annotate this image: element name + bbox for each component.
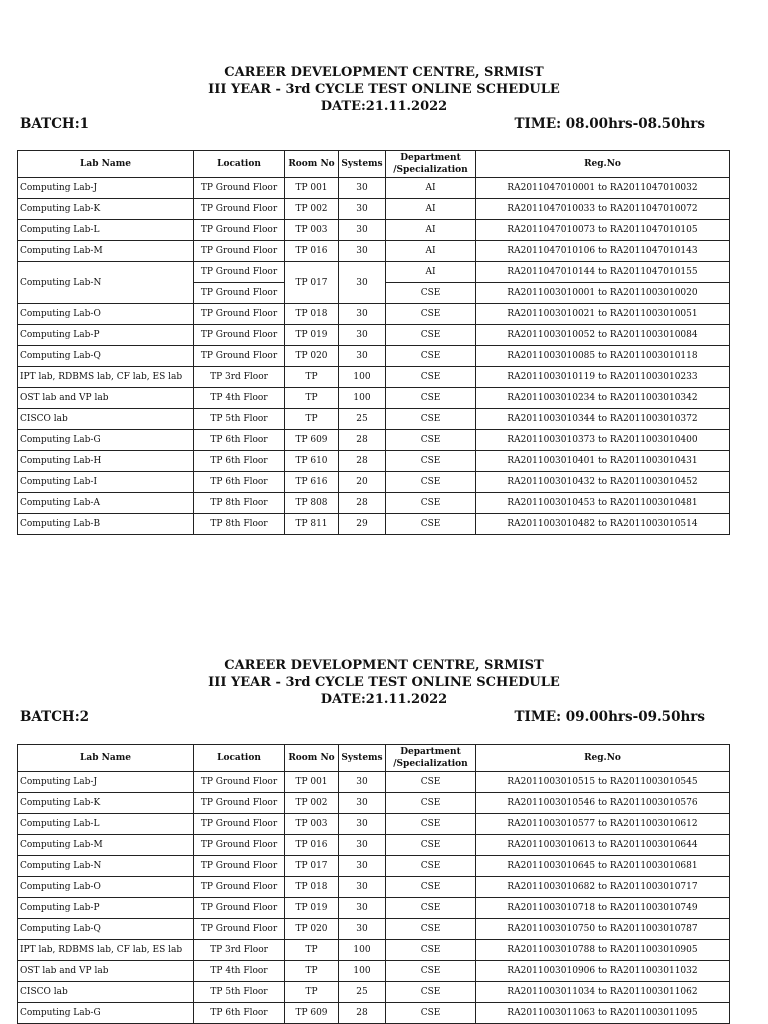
cell-systems: 100 bbox=[339, 940, 386, 961]
table-row bbox=[18, 241, 730, 262]
cell-systems: 30 bbox=[339, 793, 386, 814]
table-header-row bbox=[18, 151, 730, 178]
cell-room-no: TP 609 bbox=[285, 430, 339, 451]
table-row bbox=[18, 940, 730, 961]
cell-department: CSE bbox=[386, 325, 476, 346]
cell-lab-name: Computing Lab-P bbox=[18, 325, 194, 346]
header-lab-name: Lab Name bbox=[18, 745, 194, 772]
cell-department: CSE bbox=[386, 961, 476, 982]
cell-lab-name: Computing Lab-M bbox=[18, 241, 194, 262]
header-reg-no: Reg.No bbox=[476, 151, 730, 178]
cell-department: CSE bbox=[386, 346, 476, 367]
cell-department: CSE bbox=[386, 919, 476, 940]
header-location: Location bbox=[194, 151, 285, 178]
cell-room-no: TP 610 bbox=[285, 451, 339, 472]
cell-room-no: TP 002 bbox=[285, 793, 339, 814]
cell-systems: 30 bbox=[339, 877, 386, 898]
cell-lab-name: Computing Lab-N bbox=[18, 262, 194, 304]
cell-location: TP Ground Floor bbox=[194, 793, 285, 814]
cell-location: TP 5th Floor bbox=[194, 982, 285, 1003]
table-row bbox=[18, 304, 730, 325]
cell-reg-no: RA2011047010001 to RA2011047010032 bbox=[476, 178, 730, 199]
cell-reg-no: RA2011003010682 to RA2011003010717 bbox=[476, 877, 730, 898]
cell-location: TP Ground Floor bbox=[194, 283, 285, 304]
cell-room-no: TP 002 bbox=[285, 199, 339, 220]
cell-location: TP 6th Floor bbox=[194, 1003, 285, 1024]
table-row bbox=[18, 898, 730, 919]
cell-department: AI bbox=[386, 220, 476, 241]
cell-department: CSE bbox=[386, 898, 476, 919]
document-title bbox=[0, 64, 768, 115]
cell-location: TP Ground Floor bbox=[194, 772, 285, 793]
title-line-1: CAREER DEVELOPMENT CENTRE, SRMIST bbox=[224, 65, 544, 80]
cell-reg-no: RA2011047010106 to RA2011047010143 bbox=[476, 241, 730, 262]
document-title bbox=[0, 657, 768, 708]
cell-reg-no: RA2011003010085 to RA2011003010118 bbox=[476, 346, 730, 367]
table-row bbox=[18, 409, 730, 430]
title-line-2: III YEAR - 3rd CYCLE TEST ONLINE SCHEDULE bbox=[208, 82, 560, 97]
cell-reg-no: RA2011003010373 to RA2011003010400 bbox=[476, 430, 730, 451]
schedule-section-batch-1 bbox=[0, 64, 768, 544]
cell-department: AI bbox=[386, 241, 476, 262]
title-line-2: III YEAR - 3rd CYCLE TEST ONLINE SCHEDULE bbox=[208, 675, 560, 690]
cell-reg-no: RA2011003010718 to RA2011003010749 bbox=[476, 898, 730, 919]
table-row bbox=[18, 793, 730, 814]
table-row bbox=[18, 493, 730, 514]
cell-department: CSE bbox=[386, 814, 476, 835]
cell-location: TP 3rd Floor bbox=[194, 367, 285, 388]
cell-systems: 28 bbox=[339, 1003, 386, 1024]
cell-room-no: TP bbox=[285, 409, 339, 430]
cell-room-no: TP 020 bbox=[285, 919, 339, 940]
cell-room-no: TP 003 bbox=[285, 814, 339, 835]
cell-reg-no: RA2011003010546 to RA2011003010576 bbox=[476, 793, 730, 814]
schedule-table bbox=[17, 744, 730, 1024]
cell-department: CSE bbox=[386, 472, 476, 493]
cell-location: TP Ground Floor bbox=[194, 262, 285, 283]
cell-location: TP 6th Floor bbox=[194, 430, 285, 451]
batch-label: BATCH:2 bbox=[20, 709, 90, 725]
cell-lab-name: CISCO lab bbox=[18, 409, 194, 430]
cell-lab-name: IPT lab, RDBMS lab, CF lab, ES lab bbox=[18, 367, 194, 388]
cell-reg-no: RA2011003010613 to RA2011003010644 bbox=[476, 835, 730, 856]
table-row bbox=[18, 472, 730, 493]
header-reg-no: Reg.No bbox=[476, 745, 730, 772]
cell-reg-no: RA2011003010515 to RA2011003010545 bbox=[476, 772, 730, 793]
cell-room-no: TP 003 bbox=[285, 220, 339, 241]
cell-reg-no: RA2011047010073 to RA2011047010105 bbox=[476, 220, 730, 241]
cell-department: CSE bbox=[386, 367, 476, 388]
cell-room-no: TP 018 bbox=[285, 877, 339, 898]
cell-systems: 30 bbox=[339, 199, 386, 220]
cell-location: TP 4th Floor bbox=[194, 961, 285, 982]
cell-department: CSE bbox=[386, 835, 476, 856]
cell-location: TP 6th Floor bbox=[194, 451, 285, 472]
cell-systems: 30 bbox=[339, 835, 386, 856]
cell-lab-name: CISCO lab bbox=[18, 982, 194, 1003]
header-systems: Systems bbox=[339, 151, 386, 178]
cell-systems: 30 bbox=[339, 262, 386, 304]
cell-lab-name: Computing Lab-L bbox=[18, 220, 194, 241]
table-row bbox=[18, 814, 730, 835]
cell-department: AI bbox=[386, 178, 476, 199]
cell-location: TP 8th Floor bbox=[194, 514, 285, 535]
cell-reg-no: RA2011003010906 to RA2011003011032 bbox=[476, 961, 730, 982]
table-row bbox=[18, 877, 730, 898]
cell-location: TP Ground Floor bbox=[194, 241, 285, 262]
header-department: Department /Specialization bbox=[386, 745, 476, 772]
cell-lab-name: Computing Lab-K bbox=[18, 199, 194, 220]
cell-systems: 30 bbox=[339, 325, 386, 346]
title-line-3: DATE:21.11.2022 bbox=[320, 99, 448, 114]
cell-reg-no: RA2011003011063 to RA2011003011095 bbox=[476, 1003, 730, 1024]
cell-reg-no: RA2011003010577 to RA2011003010612 bbox=[476, 814, 730, 835]
cell-location: TP Ground Floor bbox=[194, 199, 285, 220]
table-row bbox=[18, 199, 730, 220]
cell-systems: 100 bbox=[339, 367, 386, 388]
cell-department: CSE bbox=[386, 772, 476, 793]
table-row bbox=[18, 856, 730, 877]
cell-room-no: TP 808 bbox=[285, 493, 339, 514]
cell-department: AI bbox=[386, 262, 476, 283]
cell-location: TP Ground Floor bbox=[194, 220, 285, 241]
cell-location: TP Ground Floor bbox=[194, 877, 285, 898]
header-location: Location bbox=[194, 745, 285, 772]
cell-room-no: TP 016 bbox=[285, 835, 339, 856]
cell-systems: 100 bbox=[339, 961, 386, 982]
cell-lab-name: Computing Lab-I bbox=[18, 472, 194, 493]
schedule-table bbox=[17, 150, 730, 535]
cell-systems: 28 bbox=[339, 430, 386, 451]
table-row bbox=[18, 514, 730, 535]
cell-systems: 28 bbox=[339, 493, 386, 514]
cell-department: CSE bbox=[386, 877, 476, 898]
cell-reg-no: RA2011003010750 to RA2011003010787 bbox=[476, 919, 730, 940]
cell-reg-no: RA2011003011034 to RA2011003011062 bbox=[476, 982, 730, 1003]
table-row bbox=[18, 367, 730, 388]
cell-location: TP Ground Floor bbox=[194, 835, 285, 856]
cell-lab-name: Computing Lab-M bbox=[18, 835, 194, 856]
cell-department: CSE bbox=[386, 1003, 476, 1024]
cell-lab-name: Computing Lab-Q bbox=[18, 919, 194, 940]
cell-location: TP 3rd Floor bbox=[194, 940, 285, 961]
cell-systems: 30 bbox=[339, 220, 386, 241]
cell-reg-no: RA2011003010052 to RA2011003010084 bbox=[476, 325, 730, 346]
cell-reg-no: RA2011003010645 to RA2011003010681 bbox=[476, 856, 730, 877]
cell-reg-no: RA2011003010788 to RA2011003010905 bbox=[476, 940, 730, 961]
cell-systems: 30 bbox=[339, 178, 386, 199]
table-header-row bbox=[18, 745, 730, 772]
header-room-no: Room No bbox=[285, 151, 339, 178]
title-line-1: CAREER DEVELOPMENT CENTRE, SRMIST bbox=[224, 658, 544, 673]
cell-department: CSE bbox=[386, 304, 476, 325]
cell-room-no: TP 018 bbox=[285, 304, 339, 325]
cell-lab-name: Computing Lab-H bbox=[18, 451, 194, 472]
header-systems: Systems bbox=[339, 745, 386, 772]
cell-location: TP Ground Floor bbox=[194, 325, 285, 346]
schedule-section-batch-2 bbox=[0, 657, 768, 1024]
cell-department: CSE bbox=[386, 451, 476, 472]
table-row bbox=[18, 982, 730, 1003]
cell-lab-name: Computing Lab-O bbox=[18, 304, 194, 325]
cell-lab-name: Computing Lab-G bbox=[18, 430, 194, 451]
table-row bbox=[18, 430, 730, 451]
cell-systems: 30 bbox=[339, 346, 386, 367]
cell-location: TP Ground Floor bbox=[194, 856, 285, 877]
cell-location: TP 5th Floor bbox=[194, 409, 285, 430]
table-row bbox=[18, 919, 730, 940]
table-row bbox=[18, 772, 730, 793]
cell-department: CSE bbox=[386, 982, 476, 1003]
table-row bbox=[18, 325, 730, 346]
cell-department: CSE bbox=[386, 283, 476, 304]
cell-lab-name: Computing Lab-K bbox=[18, 793, 194, 814]
cell-lab-name: Computing Lab-Q bbox=[18, 346, 194, 367]
cell-systems: 30 bbox=[339, 856, 386, 877]
table-row bbox=[18, 1003, 730, 1024]
cell-systems: 28 bbox=[339, 451, 386, 472]
cell-room-no: TP 811 bbox=[285, 514, 339, 535]
table-row bbox=[18, 388, 730, 409]
cell-department: CSE bbox=[386, 430, 476, 451]
cell-room-no: TP bbox=[285, 388, 339, 409]
time-label: TIME: 08.00hrs-08.50hrs bbox=[514, 116, 705, 132]
cell-lab-name: Computing Lab-L bbox=[18, 814, 194, 835]
cell-location: TP Ground Floor bbox=[194, 919, 285, 940]
cell-reg-no: RA2011003010344 to RA2011003010372 bbox=[476, 409, 730, 430]
cell-systems: 30 bbox=[339, 772, 386, 793]
cell-reg-no: RA2011003010119 to RA2011003010233 bbox=[476, 367, 730, 388]
time-label: TIME: 09.00hrs-09.50hrs bbox=[514, 709, 705, 725]
cell-location: TP 8th Floor bbox=[194, 493, 285, 514]
cell-systems: 30 bbox=[339, 304, 386, 325]
cell-systems: 30 bbox=[339, 814, 386, 835]
cell-room-no: TP bbox=[285, 940, 339, 961]
cell-room-no: TP 020 bbox=[285, 346, 339, 367]
cell-lab-name: Computing Lab-N bbox=[18, 856, 194, 877]
cell-room-no: TP 016 bbox=[285, 241, 339, 262]
cell-location: TP Ground Floor bbox=[194, 814, 285, 835]
cell-department: CSE bbox=[386, 514, 476, 535]
table-row bbox=[18, 961, 730, 982]
header-room-no: Room No bbox=[285, 745, 339, 772]
cell-systems: 30 bbox=[339, 919, 386, 940]
cell-department: CSE bbox=[386, 940, 476, 961]
cell-room-no: TP 017 bbox=[285, 856, 339, 877]
table-row bbox=[18, 262, 730, 283]
table-row bbox=[18, 178, 730, 199]
cell-reg-no: RA2011003010001 to RA2011003010020 bbox=[476, 283, 730, 304]
cell-room-no: TP bbox=[285, 367, 339, 388]
cell-reg-no: RA2011003010453 to RA2011003010481 bbox=[476, 493, 730, 514]
cell-room-no: TP 017 bbox=[285, 262, 339, 304]
cell-lab-name: OST lab and VP lab bbox=[18, 388, 194, 409]
cell-location: TP Ground Floor bbox=[194, 304, 285, 325]
title-line-3: DATE:21.11.2022 bbox=[320, 692, 448, 707]
cell-lab-name: Computing Lab-B bbox=[18, 514, 194, 535]
cell-room-no: TP bbox=[285, 982, 339, 1003]
cell-room-no: TP bbox=[285, 961, 339, 982]
cell-room-no: TP 609 bbox=[285, 1003, 339, 1024]
cell-reg-no: RA2011003010234 to RA2011003010342 bbox=[476, 388, 730, 409]
table-row bbox=[18, 220, 730, 241]
cell-room-no: TP 019 bbox=[285, 898, 339, 919]
cell-lab-name: Computing Lab-J bbox=[18, 772, 194, 793]
cell-lab-name: Computing Lab-P bbox=[18, 898, 194, 919]
cell-room-no: TP 616 bbox=[285, 472, 339, 493]
cell-reg-no: RA2011003010021 to RA2011003010051 bbox=[476, 304, 730, 325]
cell-location: TP 6th Floor bbox=[194, 472, 285, 493]
cell-systems: 30 bbox=[339, 241, 386, 262]
cell-lab-name: Computing Lab-G bbox=[18, 1003, 194, 1024]
cell-location: TP Ground Floor bbox=[194, 898, 285, 919]
cell-reg-no: RA2011003010482 to RA2011003010514 bbox=[476, 514, 730, 535]
cell-department: CSE bbox=[386, 793, 476, 814]
cell-reg-no: RA2011003010432 to RA2011003010452 bbox=[476, 472, 730, 493]
table-row bbox=[18, 835, 730, 856]
cell-department: AI bbox=[386, 199, 476, 220]
cell-department: CSE bbox=[386, 409, 476, 430]
cell-room-no: TP 019 bbox=[285, 325, 339, 346]
cell-lab-name: Computing Lab-O bbox=[18, 877, 194, 898]
cell-location: TP Ground Floor bbox=[194, 178, 285, 199]
cell-room-no: TP 001 bbox=[285, 772, 339, 793]
cell-reg-no: RA2011003010401 to RA2011003010431 bbox=[476, 451, 730, 472]
cell-reg-no: RA2011047010033 to RA2011047010072 bbox=[476, 199, 730, 220]
cell-systems: 20 bbox=[339, 472, 386, 493]
batch-label: BATCH:1 bbox=[20, 116, 90, 132]
cell-lab-name: OST lab and VP lab bbox=[18, 961, 194, 982]
cell-department: CSE bbox=[386, 856, 476, 877]
cell-systems: 25 bbox=[339, 982, 386, 1003]
header-lab-name: Lab Name bbox=[18, 151, 194, 178]
header-department: Department /Specialization bbox=[386, 151, 476, 178]
cell-systems: 29 bbox=[339, 514, 386, 535]
cell-systems: 25 bbox=[339, 409, 386, 430]
table-row bbox=[18, 451, 730, 472]
cell-location: TP Ground Floor bbox=[194, 346, 285, 367]
cell-department: CSE bbox=[386, 493, 476, 514]
cell-systems: 30 bbox=[339, 898, 386, 919]
cell-lab-name: Computing Lab-A bbox=[18, 493, 194, 514]
cell-lab-name: Computing Lab-J bbox=[18, 178, 194, 199]
cell-reg-no: RA2011047010144 to RA2011047010155 bbox=[476, 262, 730, 283]
cell-room-no: TP 001 bbox=[285, 178, 339, 199]
cell-department: CSE bbox=[386, 388, 476, 409]
table-row bbox=[18, 346, 730, 367]
cell-systems: 100 bbox=[339, 388, 386, 409]
cell-location: TP 4th Floor bbox=[194, 388, 285, 409]
cell-lab-name: IPT lab, RDBMS lab, CF lab, ES lab bbox=[18, 940, 194, 961]
